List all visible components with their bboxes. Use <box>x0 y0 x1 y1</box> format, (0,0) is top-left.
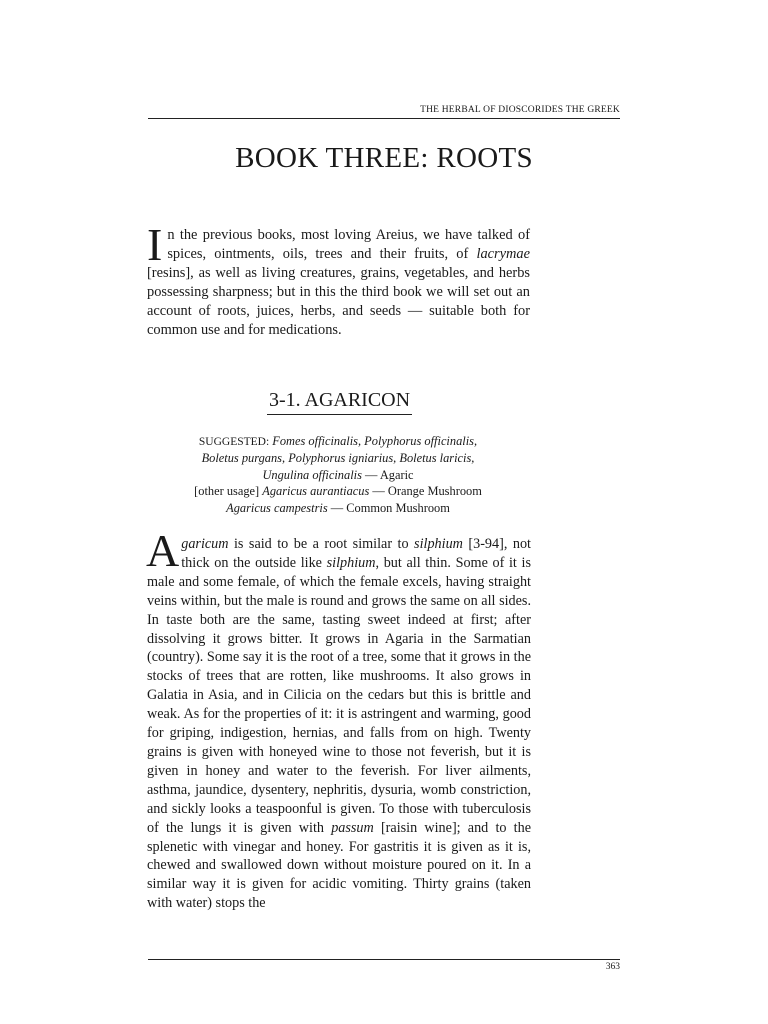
body-text-4: [3-94], not thick on the outside like <box>181 536 531 571</box>
synonyms-names-1: Fomes officinalis, Polyphorus officinalis, <box>272 434 478 448</box>
body-agaricum: garicum <box>181 536 229 552</box>
intro-lacrymae: lacrymae <box>476 246 530 263</box>
body-dropcap: A <box>146 525 180 576</box>
synonyms-names-2: Boletus purgans, Polyphorus igniarius, Boletus laricis, <box>201 451 475 466</box>
intro-paragraph <box>147 219 530 341</box>
body-text-6: , but all thin. Some of it is male and some female, of which the female excels, having straight veins within, but the male is round and grows the same on all sides. In taste both are the same, tasting sweet indeed at first; after dissolving it grows bitter. It grows in Agaria in the Sarmatian (country). Some say it is the root of a tree, some that it grows in the stocks of trees that are rotten, like mushrooms. It also grows in Galatia in Asia, and in Cilicia on the cedars but this is brittle and weak. As for the properties of it: it is astringent and warming, good for griping, indigestion, hernias, and falls from on high. Twenty grains is given with honeyed wine to those not feverish, but it is given in honey and water to the feverish. For liver ailments, asthma, jaundice, dysentery, nephritis, dysuria, womb constriction, and sickly looks a teaspoonful is given. To those with tuberculosis of the lungs it is given with <box>147 554 531 836</box>
synonyms-names-5: Agaricus campestris <box>226 500 328 515</box>
synonyms-line-2 <box>148 450 528 466</box>
body-text-8: [raisin wine]; and to the splenetic with vinegar and honey. For gastritis it is given as it is, chewed and swallowed down without moisture poured on it. In a similar way it is given for acidic vomiting. Thirty grains (taken with water) stops the <box>147 819 531 912</box>
synonyms-line-3 <box>148 467 528 483</box>
synonyms-common-5: — Common Mushroom <box>327 500 450 515</box>
body-passum: passum <box>331 819 374 836</box>
body-silphium-1: silphium <box>414 536 463 552</box>
synonyms-names-4: Agaricus aurantiacus <box>262 484 370 499</box>
synonyms-common-3: — Agaric <box>361 467 414 482</box>
synonyms-block <box>148 433 528 516</box>
body-paragraph <box>146 525 531 913</box>
suggested-label: SUGGESTED: <box>198 436 270 448</box>
section-title-text: 3-1. AGARICON <box>267 389 412 415</box>
footer-rule <box>148 959 620 960</box>
intro-text-1: n the previous books, most loving Areius, we have talked of spices, ointments, oils, trees and their fruits, of <box>167 227 530 263</box>
intro-text-2: [resins], as well as living creatures, grains, vegetables, and herbs possessing sharpness; but in this the third book we will set out an account of roots, juices, herbs, and seeds — suitable both for common use and for medications. <box>147 265 530 339</box>
book-title: BOOK THREE: ROOTS <box>235 142 533 174</box>
page-number: 363 <box>605 962 620 972</box>
header-rule <box>148 118 620 119</box>
body-silphium-2: silphium <box>326 554 376 571</box>
section-title <box>148 389 531 415</box>
synonyms-common-4: — Orange Mushroom <box>369 484 482 499</box>
other-usage-label: [other usage] <box>194 484 263 499</box>
synonyms-line-4 <box>148 483 528 499</box>
synonyms-names-3: Ungulina officinalis <box>262 467 362 482</box>
intro-dropcap: I <box>147 219 163 270</box>
body-text-2: is said to be a root similar to <box>228 536 415 552</box>
running-head: THE HERBAL OF DIOSCORIDES THE GREEK <box>420 105 620 115</box>
synonyms-line-1 <box>148 433 528 450</box>
synonyms-line-5 <box>148 500 528 516</box>
